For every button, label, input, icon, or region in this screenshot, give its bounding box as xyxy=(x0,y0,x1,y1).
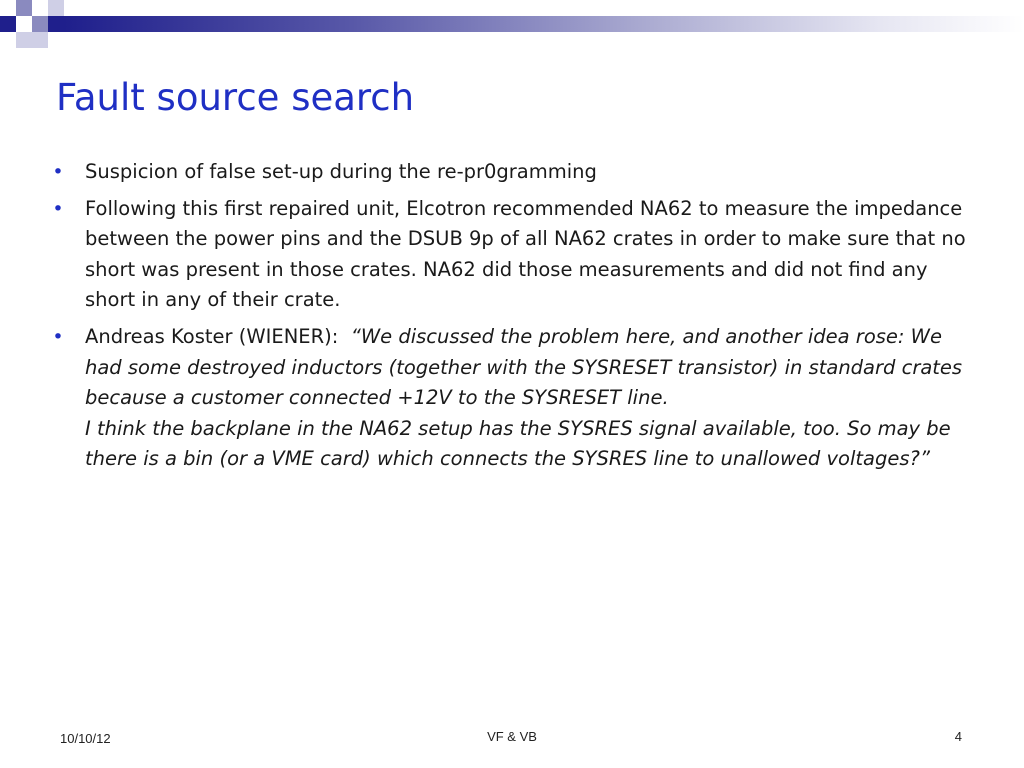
header-square xyxy=(0,16,16,32)
footer-authors: VF & VB xyxy=(487,729,537,744)
footer-page-number: 4 xyxy=(954,729,962,744)
bullet-text: Following this first repaired unit, Elcotron recommended NA62 to measure the impedance between the power pins and the DSUB 9p of all NA62 crates in order to make sure that no short was present in those crates. NA62 did those measurements and did not find any short in any of their crate. xyxy=(85,196,966,312)
header-square xyxy=(32,16,48,32)
bullet-icon: • xyxy=(52,197,64,220)
header-square xyxy=(16,0,32,16)
slide-title: Fault source search xyxy=(56,76,415,119)
header-gradient-bar xyxy=(64,16,1024,32)
bullet-quote-part2: I think the backplane in the NA62 setup has the SYSRES signal available, too. So may be there is a bin (or a VME card) which connects the SYSRES line to unallowed voltages?” xyxy=(85,416,951,471)
bullet-item xyxy=(48,194,973,316)
bullet-list xyxy=(48,157,973,481)
header-decoration xyxy=(0,0,1024,48)
bullet-text: Suspicion of false set-up during the re-pr0gramming xyxy=(85,160,597,183)
bullet-item xyxy=(48,322,973,475)
bullet-item xyxy=(48,157,973,188)
header-square xyxy=(48,0,64,16)
header-square xyxy=(48,16,64,32)
bullet-quote-part1: “We discussed the problem here, and another idea rose: We had some destroyed inductors (together with the SYSRESET transistor) in standard crates because a customer connected +12V to the SYSRESET line. xyxy=(85,324,963,410)
bullet-icon: • xyxy=(52,325,64,348)
footer-date: 10/10/12 xyxy=(60,731,111,746)
bullet-icon: • xyxy=(52,161,64,183)
bullet-speaker: Andreas Koster (WIENER): xyxy=(85,324,351,348)
header-square xyxy=(32,32,48,48)
header-square xyxy=(16,32,32,48)
